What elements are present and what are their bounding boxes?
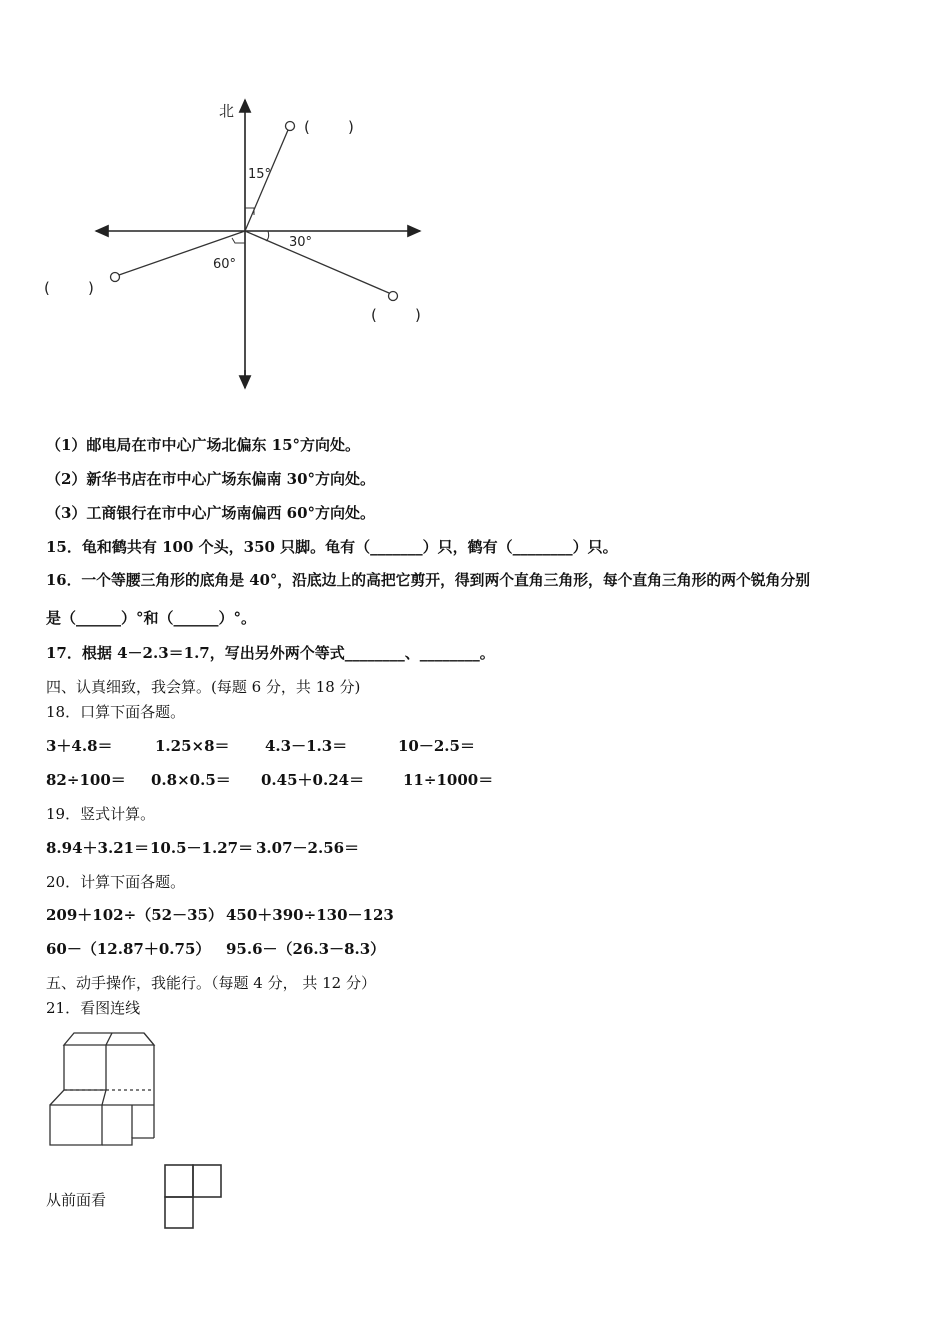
question-20-title: 20．计算下面各题。 [46, 873, 186, 891]
question-21-title: 21．看图连线 [46, 999, 141, 1017]
q14-item-2: （2）新华书店在市中心广场东偏南 30°方向处。 [46, 470, 376, 488]
point-bank [111, 273, 120, 282]
question-17: 17．根据 4－2.3＝1.7，写出另外两个等式________、________。 [46, 644, 495, 662]
q18-row2-item-1: 82÷100＝ [46, 771, 126, 789]
q20-row1-item-1: 209＋102÷（52－35） [46, 906, 223, 924]
question-16-line-1: 16．一个等腰三角形的底角是 40°，沿底边上的高把它剪开，得到两个直角三角形，每个直角三角形的两个锐角分别 [46, 572, 810, 589]
question-15: 15．龟和鹤共有 100 个头，350 只脚。龟有（_______）只，鹤有（________）只。 [46, 538, 618, 556]
q19-item-3: 3.07－2.56＝ [256, 839, 360, 857]
section-5-heading: 五、动手操作，我能行。（每题 4 分， 共 12 分） [46, 974, 376, 992]
cube-stack-figure [44, 1030, 164, 1150]
q18-row1-item-2: 1.25×8＝ [155, 737, 230, 755]
angle-60-label: 60° [213, 257, 237, 272]
question-16-line-2: 是（______）°和（______）°。 [46, 609, 257, 627]
front-view-label: 从前面看 [46, 1191, 107, 1209]
q19-item-2: 10.5－1.27＝ [150, 839, 254, 857]
q14-item-1: （1）邮电局在市中心广场北偏东 15°方向处。 [46, 436, 361, 454]
front-view-square-top-right [193, 1165, 221, 1197]
q20-row2-item-2: 95.6－（26.3－8.3） [226, 940, 386, 958]
north-label: 北 [219, 102, 235, 120]
front-view-square-top-left [165, 1165, 193, 1197]
blank-post-office: ( ) [304, 118, 354, 136]
question-19-title: 19．竖式计算。 [46, 805, 156, 823]
q18-row1-item-4: 10－2.5＝ [398, 737, 475, 755]
angle-30-label: 30° [289, 235, 313, 250]
point-bookstore [389, 292, 398, 301]
section-4-heading: 四、认真细致，我会算。(每题 6 分，共 18 分) [46, 678, 361, 696]
q18-row2-item-4: 11÷1000＝ [403, 771, 494, 789]
blank-bank: ( ) [44, 279, 94, 297]
angle-15-label: 15° [248, 167, 272, 182]
q20-row1-item-2: 450＋390÷130－123 [226, 906, 394, 924]
angle-arc-30 [266, 231, 269, 241]
blank-bookstore: ( ) [371, 306, 421, 324]
direction-diagram [30, 90, 480, 410]
q18-row1-item-1: 3＋4.8＝ [46, 737, 113, 755]
front-view-square-bottom-left [165, 1197, 193, 1228]
q20-row2-item-1: 60－（12.87＋0.75） [46, 940, 211, 958]
q18-row1-item-3: 4.3－1.3＝ [265, 737, 348, 755]
angle-arc-60 [232, 238, 245, 243]
q18-row2-item-2: 0.8×0.5＝ [151, 771, 231, 789]
q18-row2-item-3: 0.45＋0.24＝ [261, 771, 365, 789]
front-view-figure [164, 1164, 226, 1230]
q19-item-1: 8.94＋3.21＝ [46, 839, 150, 857]
question-18-title: 18．口算下面各题。 [46, 703, 186, 721]
q14-item-3: （3）工商银行在市中心广场南偏西 60°方向处。 [46, 504, 376, 522]
point-post-office [286, 122, 295, 131]
